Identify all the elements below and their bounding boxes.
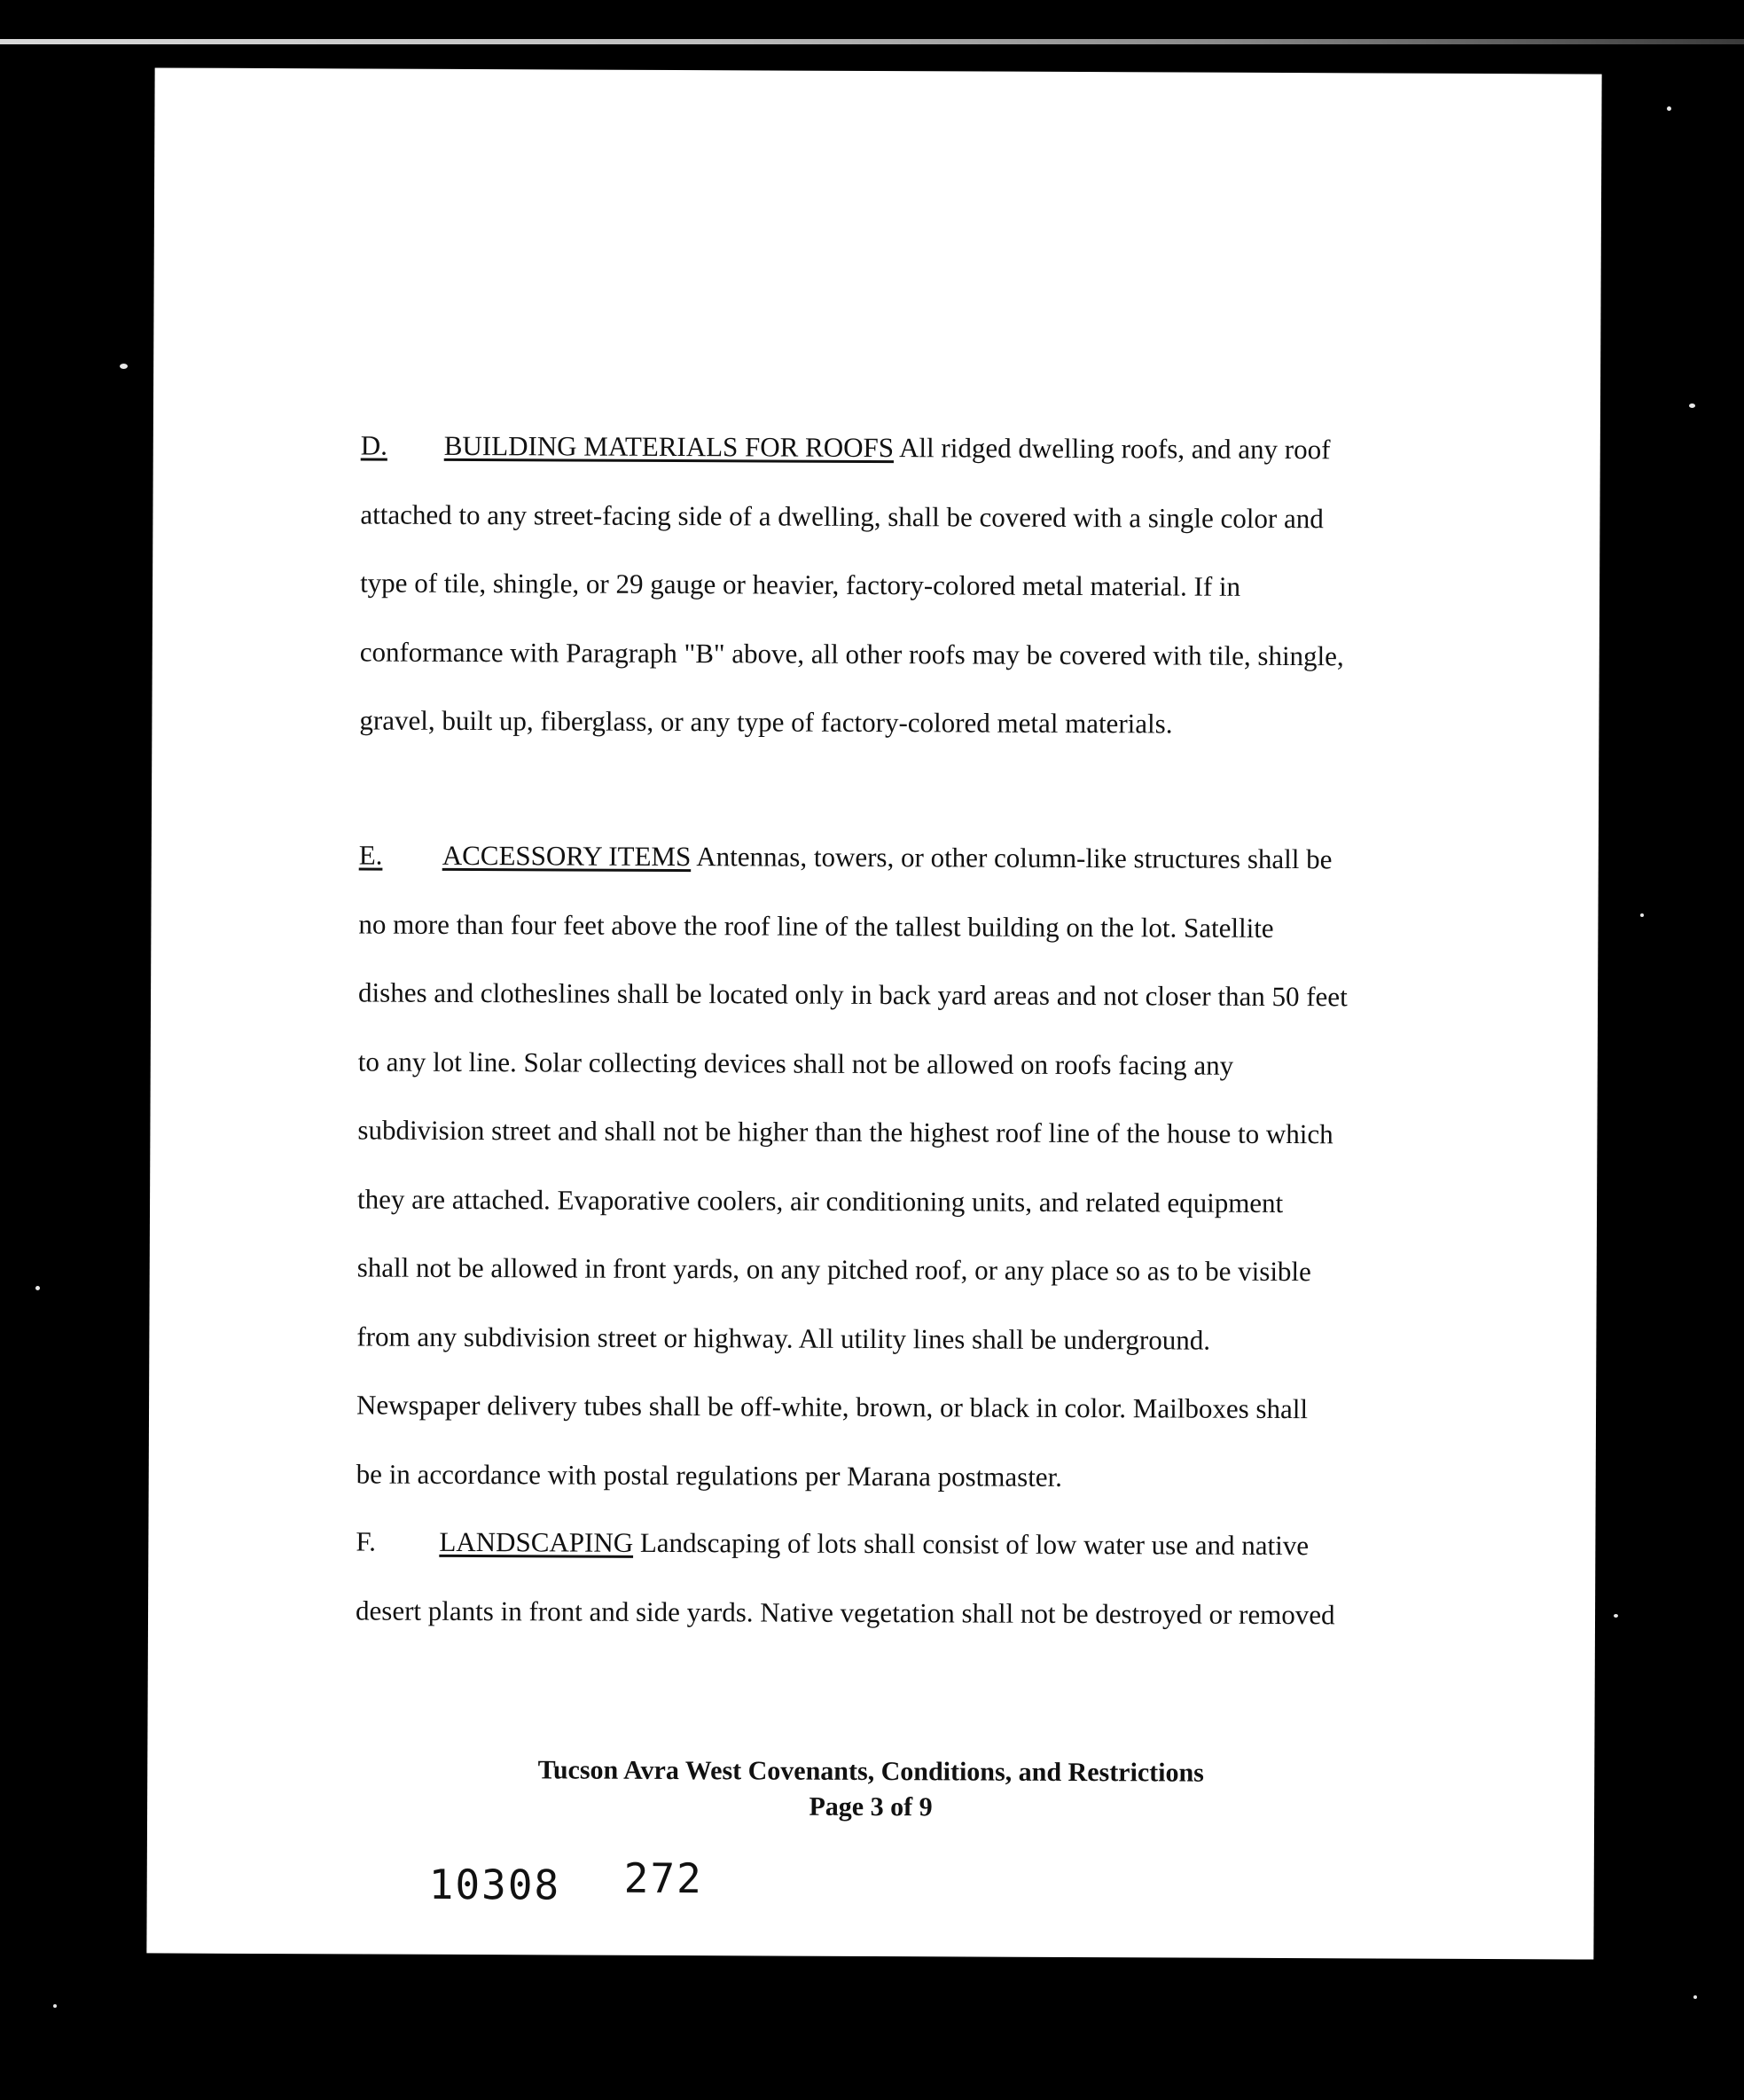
section-e-accessory-items	[356, 820, 1396, 1512]
section-f-letter: F.	[356, 1525, 376, 1557]
page-footer	[147, 1751, 1594, 1828]
section-e-line-5: subdivision street and shall not be higher than the highest roof line of the house to which	[357, 1114, 1333, 1150]
section-e-line-2: no more than four feet above the roof line of the tallest building on the lot. Satellite	[358, 907, 1274, 944]
section-d-line-3: type of tile, shingle, or 29 gauge or heavier, factory-colored metal material. If in	[360, 567, 1241, 602]
section-d-line-4: conformance with Paragraph "B" above, all other roofs may be covered with tile, shingle,	[359, 635, 1344, 671]
section-f-first-line	[356, 1507, 1393, 1580]
scan-speck	[1689, 404, 1695, 408]
section-e-heading: ACCESSORY ITEMS	[442, 839, 692, 873]
scan-speck	[1614, 1614, 1618, 1618]
section-f-heading: LANDSCAPING	[439, 1525, 634, 1558]
section-e-line-6: they are attached. Evaporative coolers, air conditioning units, and related equipment	[357, 1182, 1284, 1218]
scan-speck	[35, 1286, 40, 1290]
section-f-line-1: Landscaping of lots shall consist of low water use and native	[639, 1526, 1310, 1562]
section-d-roof-materials	[359, 411, 1398, 759]
footer-page-number: Page 3 of 9	[809, 1791, 933, 1822]
docket-number-stamp: 10308	[428, 1860, 561, 1909]
section-d-line-5: gravel, built up, fiberglass, or any type of factory-colored metal materials.	[359, 704, 1173, 740]
section-e-line-8: from any subdivision street or highway. All utility lines shall be underground.	[356, 1320, 1211, 1356]
section-e-line-1: Antennas, towers, or other column-like structures shall be	[696, 841, 1333, 875]
section-f-landscaping	[356, 1507, 1394, 1649]
scan-edge-line	[0, 39, 1744, 44]
scan-speck	[1640, 913, 1644, 917]
scan-speck	[1667, 106, 1671, 111]
section-d-line-2: attached to any street-facing side of a dwelling, shall be covered with a single color and	[360, 498, 1324, 534]
scan-speck	[1693, 1995, 1697, 1999]
section-d-letter: D.	[360, 429, 388, 461]
document-page	[146, 67, 1601, 1959]
section-d-line-1: All ridged dwelling roofs, and any roof	[899, 432, 1331, 466]
page-number-stamp: 272	[623, 1853, 703, 1903]
section-e-line-10: be in accordance with postal regulations per Marana postmaster.	[356, 1457, 1063, 1493]
section-e-line-7: shall not be allowed in front yards, on any pitched roof, or any place so as to be visible	[356, 1251, 1311, 1288]
scan-speck	[120, 364, 128, 369]
section-d-first-line	[361, 411, 1398, 484]
section-f-line-2: desert plants in front and side yards. Native vegetation shall not be destroyed or removed	[355, 1594, 1335, 1630]
scan-speck	[53, 2004, 57, 2008]
section-d-heading: BUILDING MATERIALS FOR ROOFS	[443, 429, 895, 464]
section-e-letter: E.	[358, 839, 383, 871]
section-e-line-4: to any lot line. Solar collecting devices shall not be allowed on roofs facing any	[357, 1045, 1234, 1081]
section-e-first-line	[359, 820, 1396, 894]
footer-title: Tucson Avra West Covenants, Conditions, and Restrictions	[537, 1755, 1204, 1788]
section-e-line-9: Newspaper delivery tubes shall be off-white, brown, or black in color. Mailboxes shall	[356, 1389, 1309, 1425]
section-e-line-3: dishes and clotheslines shall be located only in back yard areas and not closer than 50 feet	[358, 976, 1348, 1013]
